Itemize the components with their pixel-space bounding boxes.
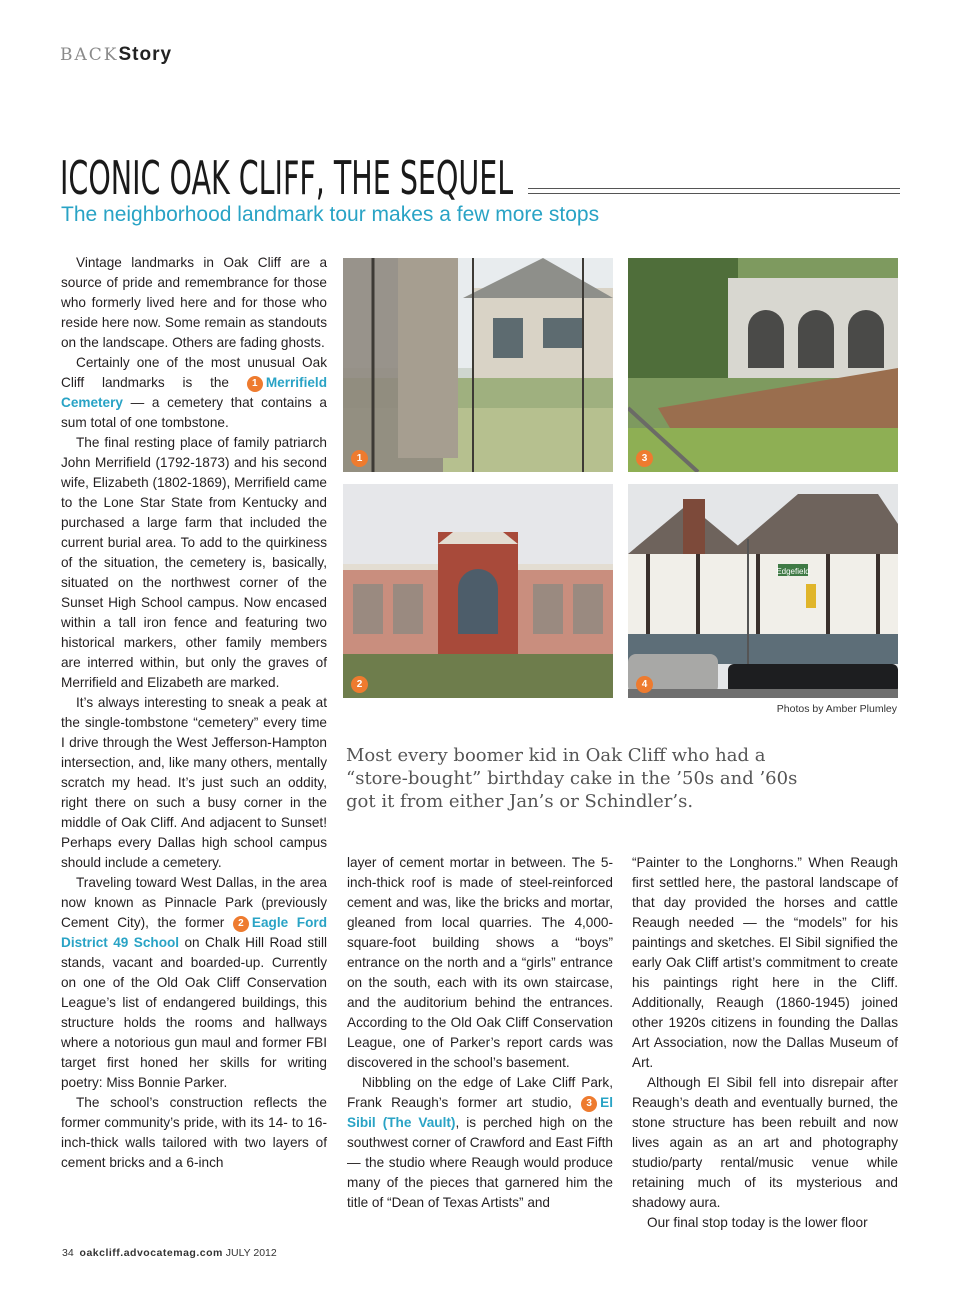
photo-image xyxy=(343,484,613,698)
link-el-sibil[interactable]: El Sibil (The Vault) xyxy=(347,1095,613,1130)
headline-rule-2 xyxy=(528,193,900,194)
photo-el-sibil xyxy=(628,258,898,472)
location-marker-3: 3 xyxy=(581,1096,597,1112)
location-marker-1: 1 xyxy=(247,376,263,392)
paragraph: Although El Sibil fell into disrepair after Reaugh’s death and eventually burned, the stone structure has been rebuilt and now lives again as an art and photography studio/party rental/music venue while retaining much of its mysterious and shadowy aura. xyxy=(632,1075,898,1210)
photo-eagle-ford-school xyxy=(343,484,613,698)
photo-image xyxy=(343,258,613,472)
photo-image xyxy=(628,484,898,698)
section-back: BACK xyxy=(60,45,119,65)
paragraph: Nibbling on the edge of Lake Cliff Park, Frank Reaugh’s former art studio, 3 El Sibil (The Vault), is perched high on the southwest corner of Crawford and East Fifth — the studio where Reaugh would produce many of the pieces that garnered him the title of “Dean of Texas Artists” and xyxy=(347,1075,613,1210)
paragraph: The school’s construction reflects the former community’s pride, with its 14- to 16-inch-thick walls tailored with two layers of cement bricks and a 6-inch xyxy=(61,1095,327,1170)
subhead: The neighborhood landmark tour makes a few more stops xyxy=(61,203,600,226)
paragraph: The final resting place of family patriarch John Merrifield (1792-1873) and his second wife, Elizabeth (1802-1869), Merrifield came to the Lone Star State from Kentucky and purchased a large farm that included the current burial area. To add to the quirkiness of the situation, the cemetery is, basically, situated on the northwest corner of the Sunset High School campus. Now encased within a tall iron fence and featuring two historical markers, other family members are interred within, but only the graves of Merrifield and Elizabeth are marked. xyxy=(61,435,327,690)
column-1 xyxy=(61,253,327,1173)
paragraph: layer of cement mortar in between. The 5-inch-thick roof is made of steel-reinforced cement and was, like the bricks and mortar, gleaned from local quarries. The 4,000-square-foot building shows a “boys” entrance on the north and a “girls” entrance on the south, each with its own staircase, and the auditorium behind the entrances. According to the Old Oak Cliff Conservation League, one of Parker’s report cards was discovered in the school’s basement. xyxy=(347,855,613,1070)
paragraph: Certainly one of the most unusual Oak Cliff landmarks is the 1 Merrifield Cemetery — a cemetery that contains a sum total of one tombstone. xyxy=(61,355,327,430)
headline: ICONIC OAK CLIFF, THE SEQUEL xyxy=(60,151,514,205)
photo-tudor-building xyxy=(628,484,898,698)
footer-website[interactable]: oakcliff.advocatemag.com xyxy=(79,1247,223,1259)
photo-credit: Photos by Amber Plumley xyxy=(776,703,897,715)
column-3 xyxy=(632,853,898,1233)
photo-badge: 3 xyxy=(636,450,653,467)
street-sign: Edgefield xyxy=(776,567,810,576)
page-footer xyxy=(62,1247,277,1259)
column-2 xyxy=(347,853,613,1213)
footer-issue: JULY 2012 xyxy=(225,1247,277,1259)
link-eagle-ford-school[interactable]: Eagle Ford District 49 School xyxy=(61,915,327,950)
location-marker-2: 2 xyxy=(233,916,249,932)
paragraph: “Painter to the Longhorns.” When Reaugh first settled here, the pastoral landscape of that day provided the horses and cattle Reaugh needed — the “models” for his paintings and sketches. El Sibil signified the early Oak Cliff artist’s commitment to create his paintings right here in the Cliff. Additionally, Reaugh (1860-1945) joined other 1920s citizens in founding the Dallas Art Association, now the Dallas Museum of Art. xyxy=(632,855,898,1070)
photo-badge: 2 xyxy=(351,676,368,693)
paragraph: Our final stop today is the lower floor xyxy=(647,1215,868,1230)
paragraph: It’s always interesting to sneak a peak at the single-tombstone “cemetery” every time I drive through the West Jefferson-Hampton intersection, and, like many others, mentally scratch my head. It’s just such an oddity, right there on such a busy corner in the middle of Oak Cliff. And adjacent to Sunset! Perhaps every Dallas high school campus should include a cemetery. xyxy=(61,695,327,870)
photo-badge: 4 xyxy=(636,676,653,693)
section-story: Story xyxy=(118,44,173,65)
photo-image xyxy=(628,258,898,472)
photo-merrifield-cemetery xyxy=(343,258,613,472)
section-tag xyxy=(60,44,172,66)
page-number: 34 xyxy=(62,1247,74,1259)
photo-badge: 1 xyxy=(351,450,368,467)
paragraph: Vintage landmarks in Oak Cliff are a source of pride and remembrance for those who formerly lived here and for those who reside here now. Some remain as standouts on the landscape. Others are fading ghosts. xyxy=(61,255,327,350)
headline-rule xyxy=(528,188,900,189)
pull-quote: Most every boomer kid in Oak Cliff who had a “store-bought” birthday cake in the ’50s and ’60s got it from either Jan’s or Schindler’s. xyxy=(346,745,798,812)
link-merrifield-cemetery[interactable]: Merrifield Cemetery xyxy=(61,375,327,410)
paragraph: Traveling toward West Dallas, in the area now known as Pinnacle Park (previously Cement City), the former 2 Eagle Ford District 49 School on Chalk Hill Road still stands, vacant and boarded-up. Currently on one of the Old Oak Cliff Conservation League’s list of endangered buildings, this structure holds the rooms and hallways where a notorious gun maul and former FBI target first honed her skills for writing poetry: Miss Bonnie Parker. xyxy=(61,875,327,1090)
